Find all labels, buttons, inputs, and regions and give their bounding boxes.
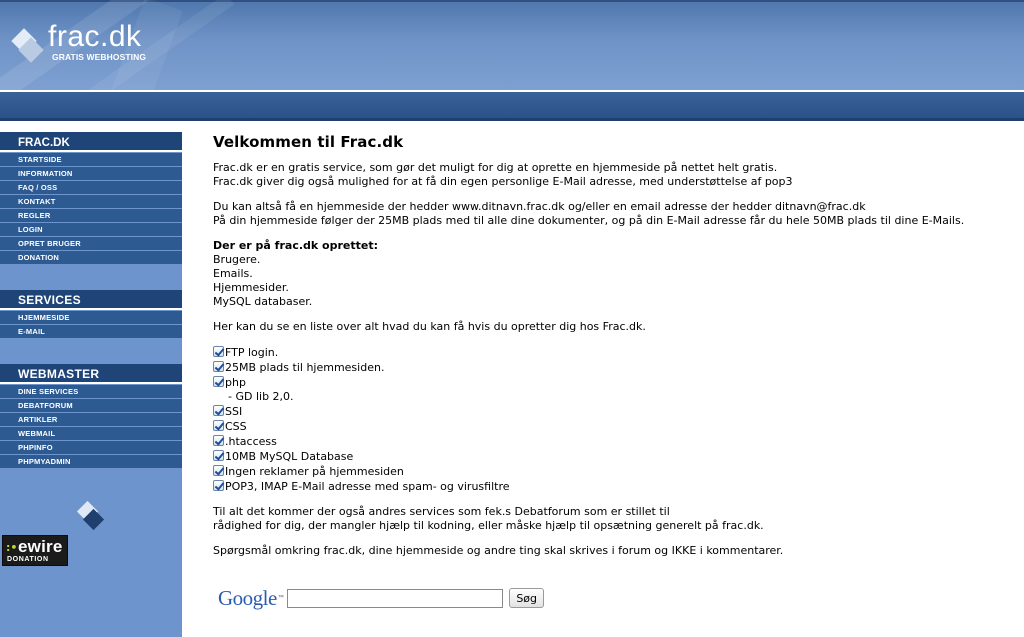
feature-sub-item: - GD lib 2,0.: [228, 390, 294, 403]
sidebar-item-dine-services[interactable]: DINE SERVICES: [0, 385, 182, 398]
stat-item: MySQL databaser.: [213, 295, 313, 308]
sidebar-item-phpinfo[interactable]: PHPINFO: [0, 441, 182, 454]
ewire-arrow-icon: :•: [6, 541, 18, 554]
feature-item: Ingen reklamer på hjemmesiden: [213, 464, 1013, 479]
ewire-donation-button[interactable]: [2, 535, 68, 566]
sidebar-item-email[interactable]: E-MAIL: [0, 325, 182, 338]
checkbox-checked-icon: [213, 450, 224, 461]
extra-services-paragraph: [213, 505, 1013, 533]
feature-item: CSS: [213, 419, 1013, 434]
google-search: [218, 586, 544, 610]
header-divider: [0, 118, 1024, 121]
main-content: [213, 133, 1013, 569]
feature-item: POP3, IMAP E-Mail adresse med spam- og virusfiltre: [213, 479, 1013, 494]
site-logo[interactable]: [12, 22, 146, 64]
sidebar-item-debatforum[interactable]: DEBATFORUM: [0, 399, 182, 412]
sidebar-item-login[interactable]: LOGIN: [0, 223, 182, 236]
sidebar-section-webmaster: WEBMASTER: [0, 364, 182, 384]
stat-item: Brugere.: [213, 253, 261, 266]
stat-item: Hjemmesider.: [213, 281, 289, 294]
intro-paragraph: [213, 161, 1013, 189]
sidebar: [0, 132, 182, 637]
feature-list: [213, 345, 1013, 494]
sidebar-item-hjemmeside[interactable]: HJEMMESIDE: [0, 311, 182, 324]
list-intro: Her kan du se en liste over alt hvad du kan få hvis du opretter dig hos Frac.dk.: [213, 320, 646, 333]
google-tm: ™: [277, 595, 284, 601]
url-info-paragraph: [213, 200, 1013, 228]
sidebar-item-opret-bruger[interactable]: OPRET BRUGER: [0, 237, 182, 250]
header-banner: [0, 0, 1024, 90]
sidebar-section-frac: FRAC.DK: [0, 132, 182, 152]
feature-item: php: [213, 375, 1013, 390]
sidebar-item-faq[interactable]: FAQ / OSS: [0, 181, 182, 194]
logo-title: frac.dk: [48, 20, 142, 53]
search-button[interactable]: Søg: [509, 588, 544, 608]
stats-block: [213, 239, 1013, 309]
feature-item: SSI: [213, 404, 1013, 419]
checkbox-checked-icon: [213, 435, 224, 446]
sidebar-item-donation[interactable]: DONATION: [0, 251, 182, 264]
stat-item: Emails.: [213, 267, 253, 280]
intro-line: Frac.dk er en gratis service, som gør det muligt for dig at oprette en hjemmeside på nettet helt gratis.: [213, 161, 778, 174]
sidebar-item-artikler[interactable]: ARTIKLER: [0, 413, 182, 426]
feature-item: FTP login.: [213, 345, 1013, 360]
checkbox-checked-icon: [213, 376, 224, 387]
sidebar-item-regler[interactable]: REGLER: [0, 209, 182, 222]
checkbox-checked-icon: [213, 465, 224, 476]
sidebar-item-kontakt[interactable]: KONTAKT: [0, 195, 182, 208]
diamond-logo-icon: [12, 26, 46, 64]
extra-line: rådighed for dig, der mangler hjælp til kodning, eller måske hjælp til opsætning generelt på frac.dk.: [213, 519, 764, 532]
checkbox-checked-icon: [213, 420, 224, 431]
sidebar-item-startside[interactable]: STARTSIDE: [0, 153, 182, 166]
sidebar-item-webmail[interactable]: WEBMAIL: [0, 427, 182, 440]
extra-line: Til alt det kommer der også andres services som fek.s Debatforum som er stillet til: [213, 505, 670, 518]
feature-item: 25MB plads til hjemmesiden.: [213, 360, 1013, 375]
intro-line: Frac.dk giver dig også mulighed for at få din egen personlige E-Mail adresse, med understøttelse af pop3: [213, 175, 793, 188]
feature-item: 10MB MySQL Database: [213, 449, 1013, 464]
stats-heading: Der er på frac.dk oprettet:: [213, 239, 378, 252]
google-logo: [218, 586, 283, 610]
google-logo-text: Google: [218, 586, 277, 610]
sidebar-item-information[interactable]: INFORMATION: [0, 167, 182, 180]
sidebar-section-services: SERVICES: [0, 290, 182, 310]
feature-item: .htaccess: [213, 434, 1013, 449]
header-band: [0, 90, 1024, 118]
checkbox-checked-icon: [213, 361, 224, 372]
questions-paragraph: Spørgsmål omkring frac.dk, dine hjemmeside og andre ting skal skrives i forum og IKKE i kommentarer.: [213, 544, 784, 557]
sidebar-item-phpmyadmin[interactable]: PHPMYADMIN: [0, 455, 182, 468]
ewire-label: DONATION: [7, 556, 49, 563]
search-input[interactable]: [287, 589, 503, 608]
url-info-line: Du kan altså få en hjemmeside der hedder www.ditnavn.frac.dk og/eller en email adresse der hedder ditnavn@frac.dk: [213, 200, 866, 213]
logo-subtitle: GRATIS WEBHOSTING: [52, 52, 147, 62]
checkbox-checked-icon: [213, 405, 224, 416]
checkbox-checked-icon: [213, 346, 224, 357]
ewire-brand: ewire: [18, 537, 63, 556]
url-info-line: På din hjemmeside følger der 25MB plads med til alle dine dokumenter, og på din E-Mail adresse får du hele 50MB plads til dine E-Mails.: [213, 214, 965, 227]
page-title: Velkommen til Frac.dk: [213, 133, 404, 151]
diamond-decoration-icon: [80, 504, 102, 526]
checkbox-checked-icon: [213, 480, 224, 491]
